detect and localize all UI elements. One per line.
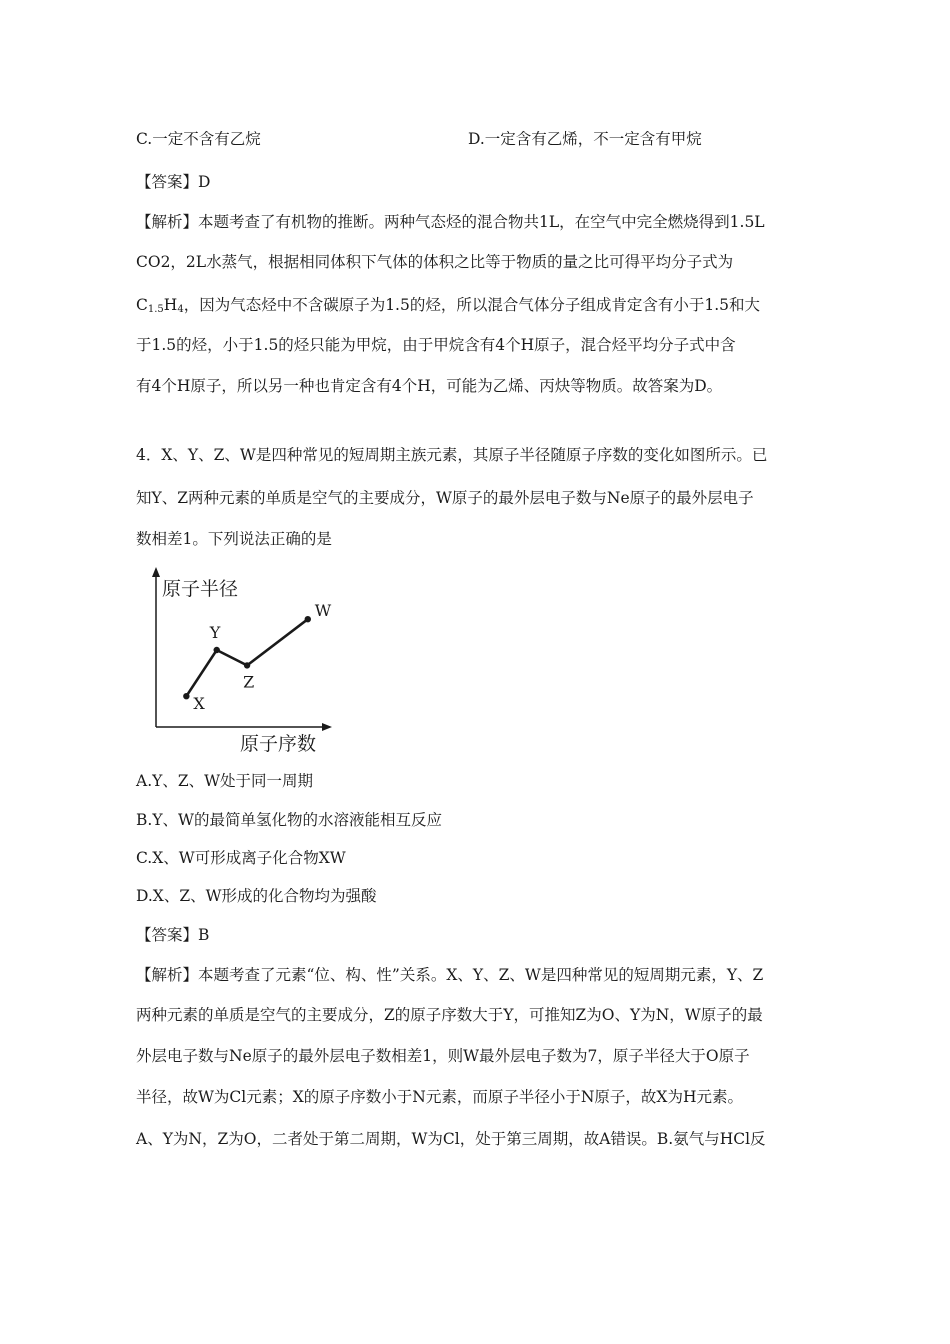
point-z (244, 662, 250, 668)
y-axis-label: 原子半径 (162, 578, 239, 600)
average-formula: $C_{1.5}H_4$ (136, 296, 184, 315)
q4-stem-line-3: 数相差1。下列说法正确的是 (136, 530, 332, 548)
q3-option-d: D.一定含有乙烯，不一定含有甲烷 (468, 130, 702, 148)
q4-option-a: A.Y、Z、W处于同一周期 (136, 772, 314, 790)
q3-analysis-line-4: 于1.5的烃，小于1.5的烃只能为甲烷，由于甲烷含有4个H原子，混合烃平均分子式中含 (136, 336, 736, 354)
x-axis-arrow (322, 723, 332, 731)
q4-option-b: B.Y、W的最简单氢化物的水溶液能相互反应 (136, 811, 442, 829)
q4-option-d: D.X、Z、W形成的化合物均为强酸 (136, 887, 377, 905)
x-axis-label: 原子序数 (240, 733, 317, 755)
q4-analysis-line-3: 外层电子数与Ne原子的最外层电子数相差1，则W最外层电子数为7，原子半径大于O原子 (136, 1047, 750, 1065)
point-label-y: Y (209, 623, 221, 642)
point-label-x: X (193, 694, 205, 714)
q4-answer: 【答案】B (136, 926, 210, 944)
q3-analysis-line-1: 【解析】本题考查了有机物的推断。两种气态烃的混合物共1L，在空气中完全燃烧得到1.5L (136, 213, 765, 231)
point-label-w: W (314, 601, 332, 621)
q4-stem-line-1: 4．X、Y、Z、W是四种常见的短周期主族元素，其原子半径随原子序数的变化如图所示。已 (136, 446, 768, 464)
y-axis-arrow (152, 567, 160, 577)
atomic-radius-chart (140, 565, 340, 755)
point-label-z: Z (243, 672, 255, 692)
q3-answer: 【答案】D (136, 173, 211, 191)
q4-stem-line-2: 知Y、Z两种元素的单质是空气的主要成分，W原子的最外层电子数与Ne原子的最外层电子 (136, 489, 754, 507)
q4-analysis-line-5: A、Y为N，Z为O，二者处于第二周期，W为Cl，处于第三周期，故A错误。B.氨气与HCl反 (136, 1130, 766, 1148)
q4-analysis-line-2: 两种元素的单质是空气的主要成分，Z的原子序数大于Y，可推知Z为O、Y为N，W原子的最 (136, 1006, 763, 1024)
point-w (305, 616, 311, 622)
q3-option-c: C.一定不含有乙烷 (136, 130, 261, 148)
q4-analysis-line-1: 【解析】本题考查了元素“位、构、性”关系。X、Y、Z、W是四种常见的短周期元素，Y、Z (136, 966, 764, 984)
q4-analysis-line-4: 半径，故W为Cl元素；X的原子序数小于N元素，而原子半径小于N原子，故X为H元素。 (136, 1088, 743, 1106)
q3-analysis-line-5: 有4个H原子，所以另一种也肯定含有4个H，可能为乙烯、丙炔等物质。故答案为D。 (136, 377, 723, 395)
point-x (183, 693, 189, 699)
point-y (214, 647, 220, 653)
q3-analysis-line-3: $C_{1.5}H_4$，因为气态烃中不含碳原子为1.5的烃，所以混合气体分子组成肯定含有小于1.5和大 (136, 296, 760, 315)
q3-analysis-line-2: CO2，2L水蒸气，根据相同体积下气体的体积之比等于物质的量之比可得平均分子式为 (136, 253, 734, 271)
q4-option-c: C.X、W可形成离子化合物XW (136, 849, 346, 867)
